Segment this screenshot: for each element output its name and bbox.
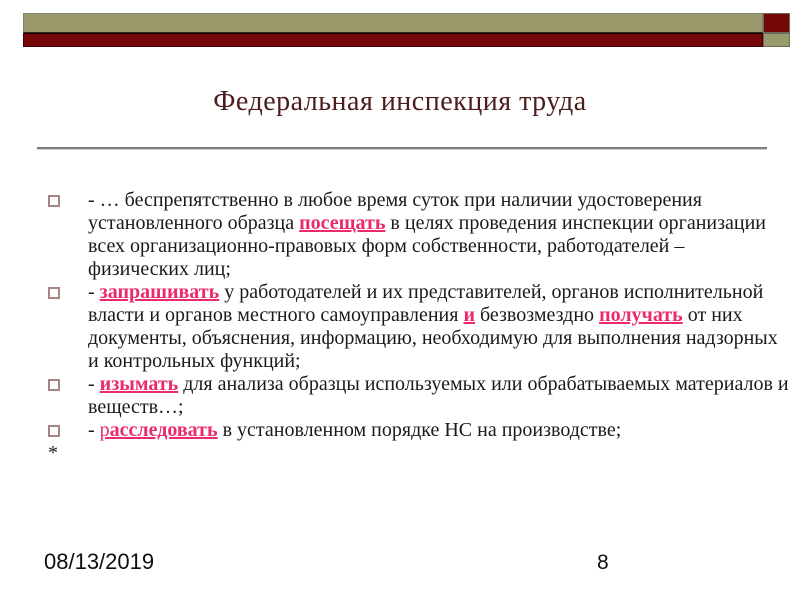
olive-bar [23,13,763,33]
text-run: для анализа образцы используемых или обрабатываемых материалов и веществ…; [88,373,789,418]
bullet-text [88,419,621,441]
text-run: от них документы, объяснения, информацию, необходимую для выполнения надзорных и контрольных функций; [88,304,778,372]
bullet-item [44,373,790,419]
bullet-list [44,189,790,442]
footnote-asterisk: * [48,442,58,464]
square-bullet-icon [48,195,60,207]
text-run: в целях проведения инспекции организации всех организационно-правовых форм собственности, работодателей – физических лиц; [88,212,766,280]
square-bullet-icon [48,287,60,299]
highlighted-term: и [463,304,475,326]
bullet-text [88,189,766,280]
text-run: безвозмездно [475,304,600,326]
text-run: у работодателей и их представителей, органов исполнительной власти и органов местного самоуправления [88,281,764,326]
dark-red-square [763,13,790,33]
slide-body [44,189,790,465]
text-run: - [88,281,100,303]
bullet-text [88,373,789,418]
title-divider-line [37,147,767,150]
dark-red-bar [23,33,763,47]
slide-title: Федеральная инспекция труда [213,86,587,117]
highlighted-term: асследовать [109,419,218,441]
text-run: - … беспрепятственно в любое время суток при наличии удостоверения установленного образца [88,189,702,234]
text-run: - [88,373,100,395]
bullet-item [44,281,790,373]
highlighted-term: запрашивать [99,281,220,303]
highlighted-term: р [99,419,110,441]
bullet-text [88,281,778,372]
bullet-item [44,189,790,281]
footer-date: 08/13/2019 [44,549,155,574]
highlighted-term: изымать [99,373,179,395]
highlighted-term: получать [599,304,683,326]
square-bullet-icon [48,379,60,391]
text-run: в установленном порядке НС на производстве; [217,419,622,441]
highlighted-term: посещать [299,212,386,234]
header-decoration [23,13,790,47]
olive-square [763,33,790,47]
square-bullet-icon [48,425,60,437]
slide-page-number: 8 [597,551,609,574]
text-run: - [88,419,100,441]
bullet-item [44,419,790,442]
